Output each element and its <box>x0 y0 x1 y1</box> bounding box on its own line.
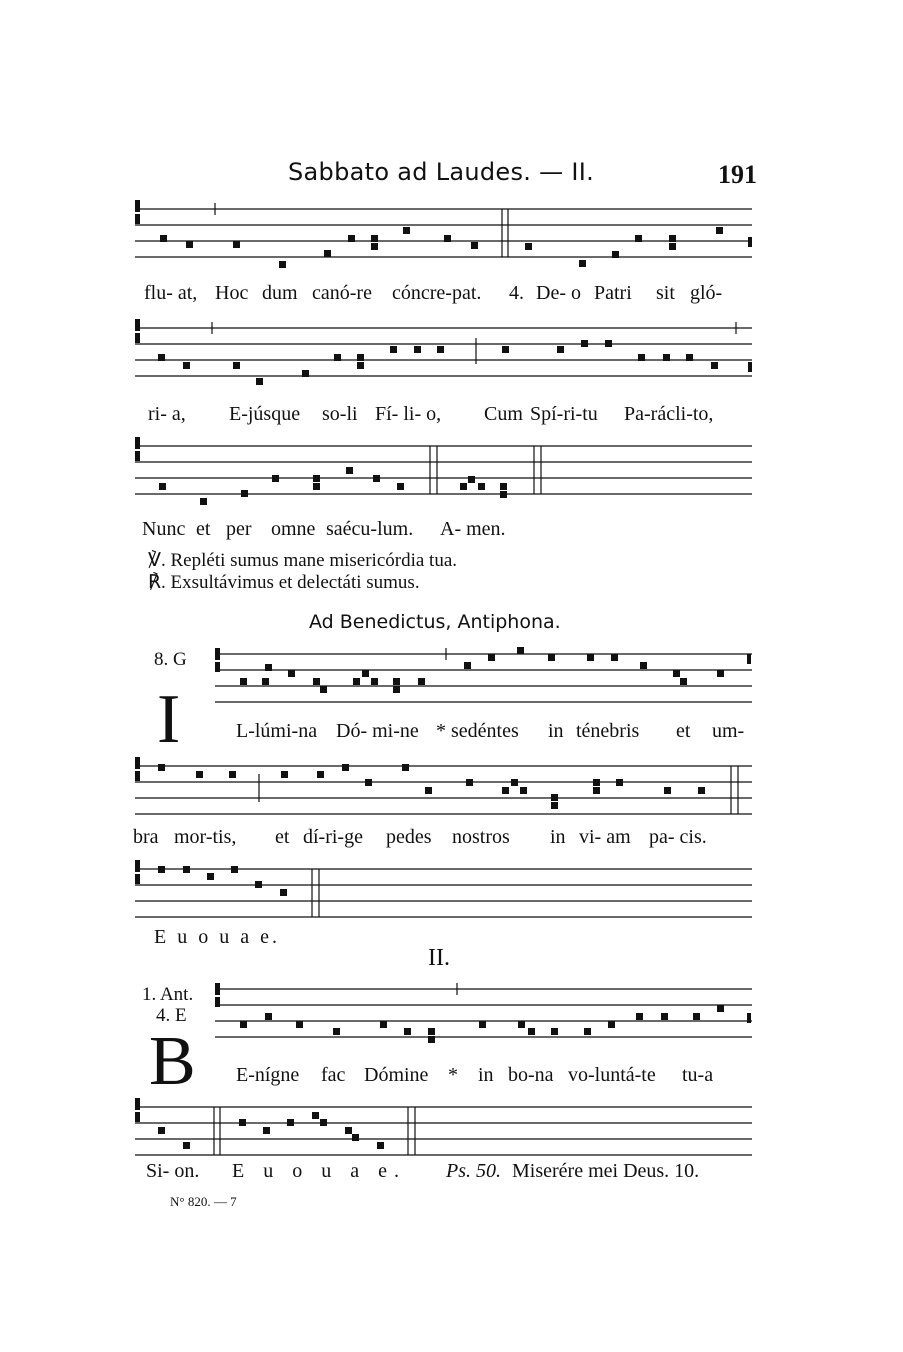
syllable: Si- on. <box>146 1160 200 1182</box>
syllable: E-nígne <box>236 1064 300 1086</box>
syllable: vo-luntá-te <box>568 1064 656 1086</box>
euouae-text: E u o u a e. <box>154 926 280 948</box>
syllable: Fí- li- o, <box>375 403 442 425</box>
lyrics-line-3 <box>0 518 903 546</box>
response <box>148 571 420 594</box>
syllable: saécu-lum. <box>326 518 414 540</box>
versicle-text: Repléti sumus mane misericórdia tua. <box>170 550 458 571</box>
syllable: Nunc <box>142 518 186 540</box>
staff-2 <box>0 314 903 394</box>
syllable: canó-re <box>312 282 372 304</box>
syllable: um- <box>712 720 745 742</box>
lyrics-line-7 <box>0 1064 903 1092</box>
syllable: pedes <box>386 826 432 848</box>
psalm-reference: Ps. 50. <box>446 1160 501 1182</box>
versicle <box>148 549 457 572</box>
syllable: tu-a <box>682 1064 714 1086</box>
syllable: Patri <box>594 282 632 304</box>
syllable: Hoc <box>215 282 249 304</box>
response-symbol: ℟. <box>148 572 166 593</box>
antiphon-label: 1. Ant. <box>142 984 194 1005</box>
syllable: Spí-ri-tu <box>530 403 598 425</box>
staff-1 <box>0 195 903 275</box>
syllable: ténebris <box>576 720 640 742</box>
mode-label-2: 4. E <box>156 1005 187 1026</box>
lyrics-line-2 <box>0 403 903 431</box>
syllable: A- men. <box>440 518 506 540</box>
syllable: * sedéntes <box>436 720 519 742</box>
syllable: bra <box>133 826 159 848</box>
syllable: nostros <box>452 826 510 848</box>
syllable: ri- a, <box>148 403 186 425</box>
syllable: bo-na <box>508 1064 554 1086</box>
syllable: cóncre-pat. <box>392 282 482 304</box>
syllable: mor-tis, <box>174 826 237 848</box>
lyrics-line-8 <box>0 1160 903 1188</box>
page-number: 191 <box>718 160 757 189</box>
syllable: flu- at, <box>144 282 198 304</box>
syllable: dum <box>262 282 298 304</box>
syllable: E-júsque <box>229 403 301 425</box>
staff-6 <box>0 855 903 925</box>
lyrics-line-6 <box>0 926 903 954</box>
euouae-text: E u o u a e. <box>232 1160 406 1182</box>
syllable: fac <box>321 1064 346 1086</box>
syllable: et <box>196 518 211 540</box>
section-heading-benedictus: Ad Benedictus, Antiphona. <box>309 611 561 633</box>
syllable: Dómine <box>364 1064 429 1086</box>
lyrics-line-5 <box>0 826 903 854</box>
syllable: L-lúmi-na <box>236 720 318 742</box>
staff-4 <box>0 640 903 710</box>
syllable: De- o <box>536 282 581 304</box>
syllable: in <box>478 1064 494 1086</box>
syllable: so-li <box>322 403 358 425</box>
response-text: Exsultávimus et delectáti sumus. <box>170 572 420 593</box>
verse-number: 4. <box>509 282 524 304</box>
section-label-II: II. <box>428 945 450 971</box>
syllable: Cum <box>484 403 523 425</box>
syllable: et <box>275 826 290 848</box>
syllable: pa- cis. <box>649 826 707 848</box>
syllable: in <box>550 826 566 848</box>
staff-8 <box>0 1093 903 1163</box>
staff-3 <box>0 432 903 512</box>
syllable: * <box>448 1064 458 1086</box>
syllable: omne <box>271 518 316 540</box>
staff-5 <box>0 752 903 832</box>
syllable: vi- am <box>579 826 631 848</box>
lyrics-line-1 <box>0 282 903 310</box>
syllable: Pa-rácli-to, <box>624 403 714 425</box>
syllable: in <box>548 720 564 742</box>
syllable: dí-ri-ge <box>303 826 363 848</box>
printer-signature: N° 820. — 7 <box>170 1194 237 1209</box>
syllable: sit <box>656 282 675 304</box>
syllable: per <box>226 518 252 540</box>
syllable: Dó- mi-ne <box>336 720 419 742</box>
lyrics-line-4 <box>0 720 903 748</box>
syllable: gló- <box>690 282 723 304</box>
mode-label: 8. G <box>154 649 187 670</box>
versicle-symbol: ℣. <box>148 550 166 571</box>
drop-cap-I: I <box>157 681 181 758</box>
page-title: Sabbato ad Laudes. — II. <box>288 158 595 186</box>
syllable: et <box>676 720 691 742</box>
psalm-incipit: Miserére mei Deus. 10. <box>512 1160 700 1182</box>
staff-7 <box>0 975 903 1055</box>
drop-cap-B: B <box>149 1023 196 1100</box>
